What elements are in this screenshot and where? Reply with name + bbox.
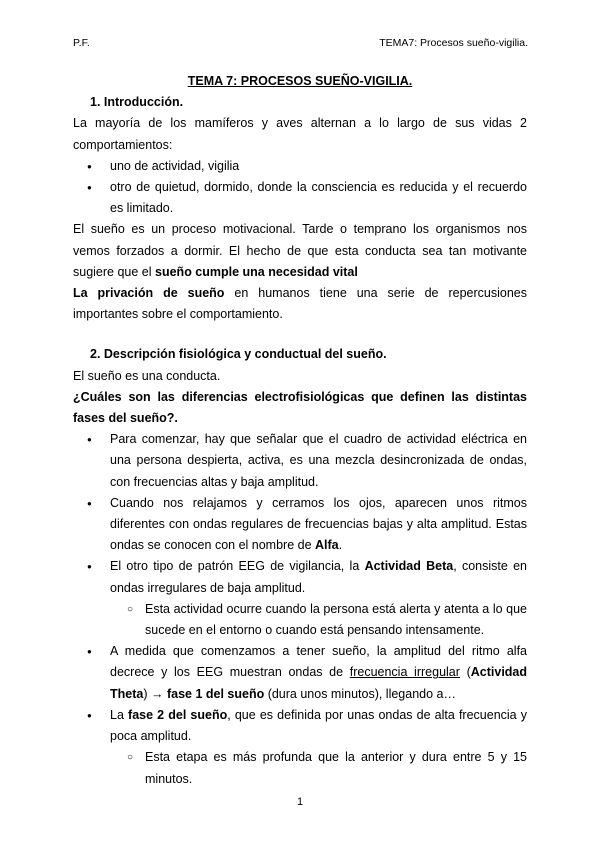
paragraph: La mayoría de los mamíferos y aves alternan a lo largo de sus vidas 2 comportamientos:: [73, 116, 527, 152]
section-2-heading: 2. Descripción fisiológica y conductual del sueño.: [90, 347, 387, 362]
bold-text: fase 1 del sueño: [166, 686, 265, 701]
sub-list-item: ○ Esta etapa es más profunda que la anterior y dura entre 5 y 15 minutos.: [73, 747, 527, 789]
bold-text: Actividad Beta: [364, 559, 454, 574]
list-item: ● otro de quietud, dormido, donde la consciencia es reducida y el recuerdo es limitado.: [73, 177, 527, 219]
bold-text: fase 2 del sueño: [128, 707, 228, 722]
paragraph: El sueño es una conducta.: [73, 368, 221, 383]
list-item: [73, 705, 527, 747]
list-item: [73, 556, 527, 598]
bold-text: Alfa: [315, 538, 339, 553]
text: A medida que comenzamos a tener sueño, la amplitud del ritmo alfa decrece y los EEG muestran ondas de: [110, 644, 527, 680]
list-item: ● uno de actividad, vigilia: [73, 156, 527, 177]
bullet-list: [73, 429, 527, 789]
text: , consiste en ondas irregulares de baja amplitud.: [110, 559, 527, 595]
bold-text: Actividad Theta: [110, 665, 528, 701]
text: El otro tipo de patrón EEG de vigilancia, la: [110, 559, 365, 574]
text: ) →: [143, 686, 167, 701]
text: (dura unos minutos), llegando a…: [264, 686, 456, 701]
underlined-text: frecuencia irregular: [349, 665, 460, 680]
text: , que es definida por unas ondas de alta frecuencia y poca amplitud.: [110, 707, 527, 744]
page-title: TEMA 7: PROCESOS SUEÑO-VIGILIA.: [187, 74, 413, 88]
paragraph-text: El sueño es un proceso motivacional. Tarde o temprano los organismos nos vemos forzados a dormir. El hecho de que esta conducta sea tan motivante sugiere que el: [73, 222, 527, 279]
document-body: [73, 71, 527, 790]
sub-list-item: ○ Esta actividad ocurre cuando la persona está alerta y atenta a lo que sucede en el entorno o cuando está pensando intensamente.: [73, 599, 527, 641]
paragraph: [73, 219, 527, 283]
text: Cuando nos relajamos y cerramos los ojos, aparecen unos ritmos diferentes con ondas regulares de frecuencias bajas y alta amplitud. Estas ondas se conocen con el nombre de: [110, 495, 527, 553]
list-item: ● Para comenzar, hay que señalar que el cuadro de actividad eléctrica en una persona despierta, activa, es una mezcla desincronizada de ondas, con frecuencias altas y baja amplitud.: [73, 429, 527, 493]
bold-text: sueño cumple una necesidad vital: [155, 264, 358, 279]
text: (: [459, 665, 471, 680]
paragraph: [73, 283, 527, 325]
section-1-heading: 1. Introducción.: [90, 95, 184, 110]
list-item: [73, 493, 527, 557]
paragraph-text: en humanos tiene una serie de repercusiones importantes sobre el comportamiento.: [73, 286, 527, 322]
header-right: TEMA7: Procesos sueño-vigilia.: [379, 37, 528, 49]
header-left: P.F.: [73, 37, 90, 49]
page-number: 1: [296, 796, 304, 808]
bold-text: ¿Cuáles son las diferencias electrofisiológicas que definen las distintas fases del sueño?.: [73, 389, 527, 426]
question: [73, 387, 527, 429]
bold-text: La privación de sueño: [73, 286, 225, 301]
text: La: [110, 707, 129, 722]
list-item: [73, 641, 527, 705]
text: .: [338, 538, 343, 553]
bullet-list: [73, 156, 527, 220]
